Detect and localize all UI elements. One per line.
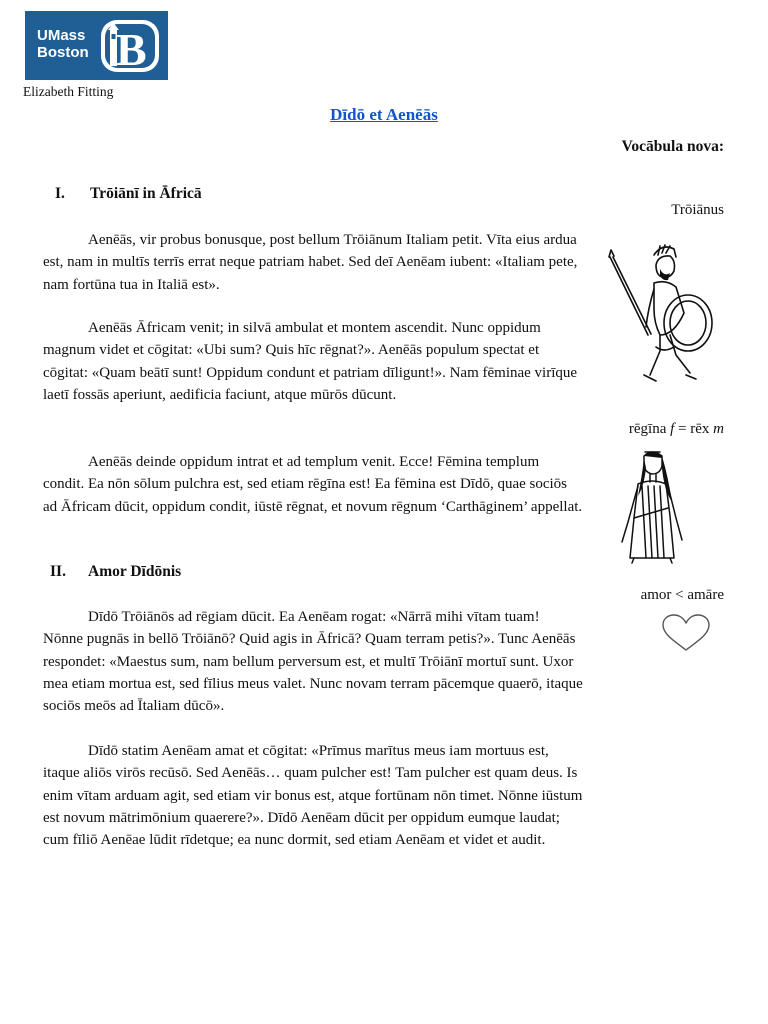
vocab-word-regina-latin: rēgīna	[628, 421, 667, 437]
vocab-equals: =	[674, 421, 691, 437]
vocab-word-regina	[629, 421, 724, 438]
queen-icon	[612, 446, 694, 564]
heart-icon	[660, 613, 712, 653]
section-title: Trōiānī in Āfricā	[90, 185, 202, 202]
logo-letter: B	[116, 24, 147, 75]
paragraph-1-3: Aenēās deinde oppidum intrat et ad templum venit. Ecce! Fēmina templum condit. Ea nōn sōlum pulchra est, sed etiam rēgīna est! Ea fēmina est Dīdō, quae sociōs ad Āfricam dūcit, oppidum condit, iūstē rēgnat, et novum rēgnum ‘Carthāginem’ appellat.	[43, 454, 583, 515]
document-title[interactable]: Dīdō et Aenēās	[330, 105, 438, 124]
logo-line-1: UMass	[37, 27, 86, 44]
vocab-gender-feminine: f	[670, 421, 675, 437]
logo-text	[37, 27, 89, 61]
paragraph-1-1: Aenēās, vir probus bonusque, post bellum Trōiānum Italiam petit. Vīta eius ardua est, nam in multīs terrīs errat neque patriam habet. Sed deī Aenēam iubent: «Italiam pete, nam fortūna tua in Italiā est».	[43, 232, 578, 293]
section-number: I.	[55, 185, 65, 202]
paragraph-2-2: Dīdō statim Aenēam amat et cōgitat: «Prīmus marītus meus iam mortuus est, itaque aliōs virōs recūsō. Sed Aenēās… quam pulcher est! Tam pulcher est quam deus. Is enim vītam arduam agit, sed etiam vir bonus est, atque fortūnam nōn timet. Nōnne iūstum est novum mātrimōnium quaerere?». Dīdō Aenēam dūcit per oppidum eumque laudat; cum fīliō Aenēae lūdit rīdetque; ea nunc dormit, sed etiam Aenēam et videt et audit.	[43, 743, 583, 849]
paragraph-1-2: Aenēās Āfricam venit; in silvā ambulat et montem ascendit. Nunc oppidum magnum videt et cōgitat: «Ubi sum? Quis hīc rēgnat?». Aenēās populum spectat et cōgitat: «Quam beātī sunt! Oppidum condunt et patriam dīligunt!». Nam fēminae virīque laetī fossās aperiunt, aedificia faciunt, atque mūrōs dūcunt.	[43, 320, 578, 403]
trojan-warrior-icon	[604, 243, 716, 388]
vocab-gender-masculine: m	[713, 421, 724, 437]
umass-boston-logo	[25, 11, 168, 80]
section-number: II.	[50, 563, 66, 580]
vocab-word-amor: amor < amāre	[640, 587, 724, 603]
section-title: Amor Dīdōnis	[88, 563, 182, 580]
vocab-word-troianus: Trōiānus	[671, 202, 724, 218]
vocab-heading: Vocābula nova:	[621, 138, 724, 155]
lighthouse-b-icon	[99, 16, 163, 76]
author-name: Elizabeth Fitting	[23, 84, 114, 99]
paragraph-2-1: Dīdō Trōiānōs ad rēgiam dūcit. Ea Aenēam rogat: «Nārrā mihi vītam tuam! Nōnne pugnās in bellō Trōiānō? Quid agis in Āfricā? Quam terram petis?». Tunc Aenēās respondet: «Maestus sum, nam bellum perversum est, et multī Trōiānī mortuī sunt. Uxor mea etiam mortua est, sed fīlius meus valet. Nunc novam terram pācemque quaerō, itaque sociōs meōs ad Ītaliam dūcō».	[43, 609, 583, 715]
vocab-word-rex: rēx	[690, 421, 710, 437]
logo-line-2: Boston	[37, 44, 89, 61]
